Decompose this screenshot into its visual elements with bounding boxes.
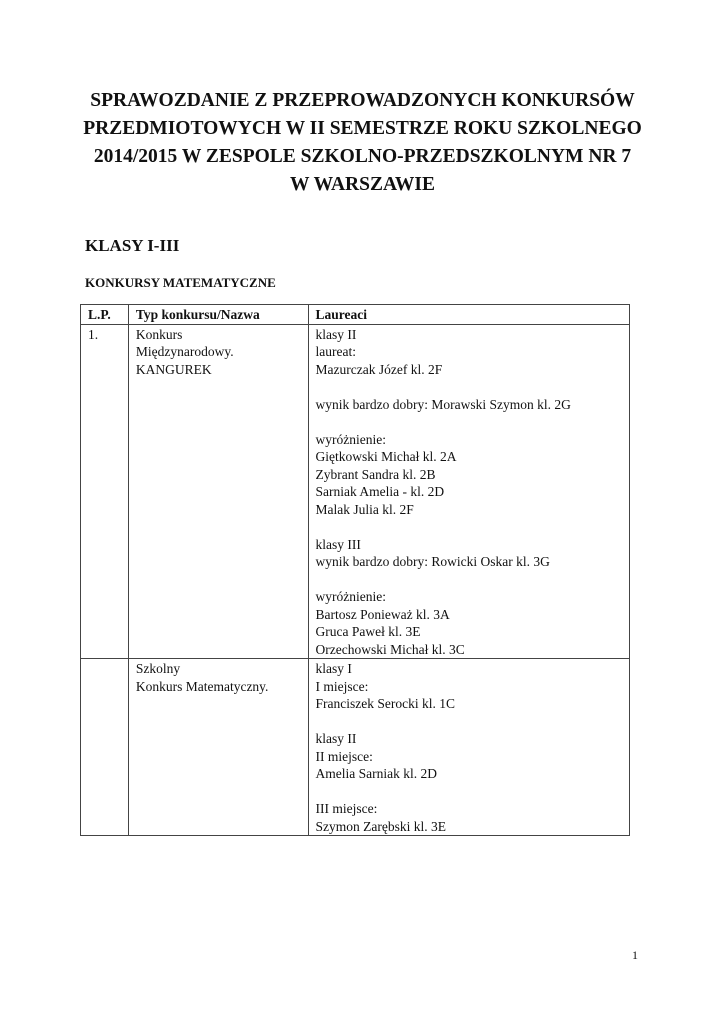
text-line: Międzynarodowy. — [135, 344, 234, 359]
contest-table — [80, 304, 630, 836]
cell-lp — [81, 659, 129, 836]
text-line: Gruca Paweł kl. 3E — [315, 624, 421, 639]
text-line: wynik bardzo dobry: Morawski Szymon kl. 2G — [315, 396, 571, 412]
text-line: II miejsce: — [315, 748, 373, 764]
cell-contest-name — [128, 324, 308, 659]
blank-line — [316, 518, 630, 536]
text-line: klasy III — [315, 536, 361, 552]
text-line: laureat: — [315, 344, 356, 359]
title-line: W WARSZAWIE — [289, 174, 436, 195]
text-line: I miejsce: — [315, 678, 369, 694]
cell-contest-name — [128, 659, 308, 836]
blank-line — [316, 783, 630, 801]
text-line: klasy I — [315, 661, 352, 676]
text-line: Konkurs — [135, 326, 183, 342]
text-line: Szymon Zarębski kl. 3E — [315, 818, 446, 834]
section-heading: KLASY I-III — [85, 236, 180, 255]
text-line: Mazurczak Józef kl. 2F — [315, 361, 443, 377]
text-line: Malak Julia kl. 2F — [315, 501, 414, 517]
title-line: 2014/2015 W ZESPOLE SZKOLNO-PRZEDSZKOLNYM NR 7 — [93, 146, 632, 167]
text-line: Bartosz Ponieważ kl. 3A — [315, 606, 450, 622]
header-name: Typ konkursu/Nazwa — [128, 305, 308, 325]
text-line: klasy II — [315, 326, 357, 342]
blank-line — [316, 413, 630, 431]
document-title — [60, 87, 665, 199]
text-line: Sarniak Amelia - kl. 2D — [315, 484, 445, 499]
table-row — [81, 324, 630, 659]
text-line: wyróżnienie: — [315, 589, 386, 604]
text-line: Zybrant Sandra kl. 2B — [315, 466, 436, 482]
text-line: Amelia Sarniak kl. 2D — [315, 766, 437, 781]
cell-lp: 1. — [81, 324, 129, 659]
text-line: Giętkowski Michał kl. 2A — [315, 449, 457, 464]
table-row — [81, 659, 630, 836]
table-header-row — [81, 305, 630, 325]
text-line: klasy II — [315, 731, 357, 746]
header-lp: L.P. — [81, 305, 129, 325]
text-line: wyróżnienie: — [315, 431, 386, 447]
cell-laureaci — [308, 659, 630, 836]
text-line: Orzechowski Michał kl. 3C — [315, 641, 465, 657]
cell-laureaci — [308, 324, 630, 659]
page-number: 1 — [632, 948, 638, 962]
text-line: III miejsce: — [315, 801, 378, 816]
blank-line — [316, 713, 630, 731]
text-line: Franciszek Serocki kl. 1C — [315, 696, 455, 711]
text-line: wynik bardzo dobry: Rowicki Oskar kl. 3G — [315, 554, 550, 569]
text-line: Konkurs Matematyczny. — [135, 678, 269, 694]
subsection-heading: KONKURSY MATEMATYCZNE — [85, 275, 276, 290]
title-line: SPRAWOZDANIE Z PRZEPROWADZONYCH KONKURSÓW — [90, 90, 635, 111]
text-line: Szkolny — [135, 661, 181, 676]
text-line: KANGUREK — [135, 361, 212, 377]
title-line: PRZEDMIOTOWYCH W II SEMESTRZE ROKU SZKOLNEGO — [83, 118, 642, 139]
blank-line — [316, 571, 630, 589]
header-laureaci: Laureaci — [308, 305, 630, 325]
blank-line — [316, 378, 630, 396]
